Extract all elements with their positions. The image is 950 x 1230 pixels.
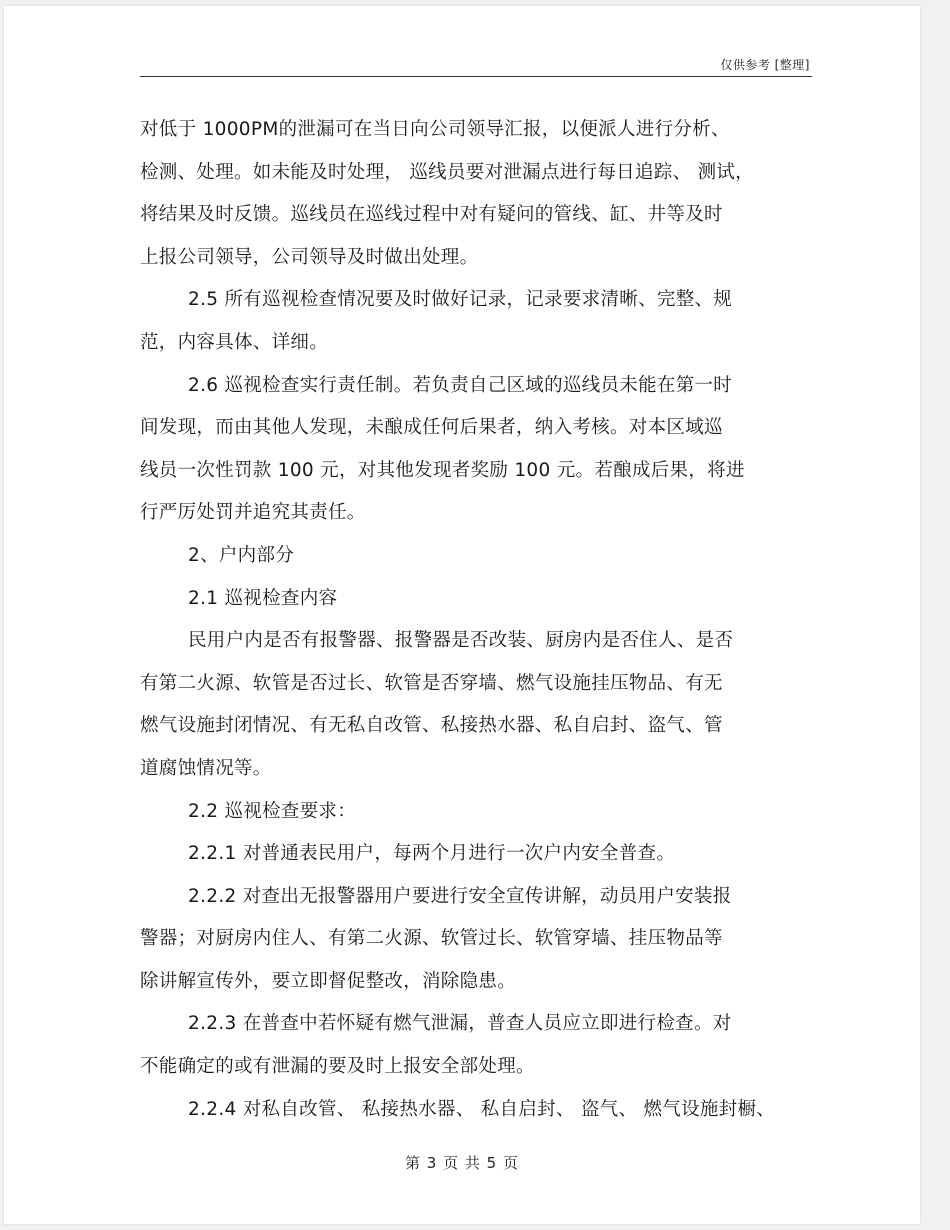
text-line: 间发现，而由其他人发现，未酿成任何后果者，纳入考核。对本区域巡: [140, 417, 723, 439]
text-line: 行严厉处罚并追究其责任。: [140, 502, 366, 524]
text-line: 线员一次性罚款 100 元，对其他发现者奖励 100 元。若酿成后果，将进: [140, 459, 745, 481]
text-line: 除讲解宣传外，要立即督促整改，消除隐患。: [140, 970, 517, 992]
text-line: 上报公司领导，公司领导及时做出处理。: [140, 246, 479, 268]
text-line: 2.2.1 对普通表民用户，每两个月进行一次户内安全普查。: [188, 843, 676, 865]
text-line: 2.2.2 对查出无报警器用户要进行安全宣传讲解，动员用户安装报: [188, 885, 732, 907]
text-line: 不能确定的或有泄漏的要及时上报安全部处理。: [140, 1056, 535, 1078]
text-line: 警器；对厨房内住人、有第二火源、软管过长、软管穿墙、挂压物品等: [140, 928, 723, 950]
text-line: 对低于 1000PM的泄漏可在当日向公司领导汇报，以便派人进行分析、: [140, 119, 730, 140]
header-rule: [140, 76, 812, 77]
text-line: 民用户内是否有报警器、报警器是否改装、厨房内是否住人、是否: [188, 630, 734, 652]
header-note: 仅供参考 [整理]: [720, 58, 810, 72]
page-number: 第 3 页 共 5 页: [405, 1154, 519, 1172]
text-line: 2.2.4 对私自改管、 私接热水器、 私自启封、 盗气、 燃气设施封橱、: [188, 1098, 776, 1120]
text-line: 2.2 巡视检查要求：: [188, 800, 357, 822]
text-line: 燃气设施封闭情况、有无私自改管、私接热水器、私自启封、盗气、管: [140, 715, 723, 737]
text-line: 2、户内部分: [188, 544, 295, 566]
text-line: 2.5 所有巡视检查情况要及时做好记录，记录要求清晰、完整、规: [188, 289, 733, 311]
document-page: [4, 6, 920, 1224]
text-line: 2.1 巡视检查内容: [188, 587, 338, 609]
text-line: 道腐蚀情况等。: [140, 757, 272, 779]
text-line: 2.6 巡视检查实行责任制。若负责自己区域的巡线员未能在第一时: [188, 374, 733, 396]
text-line: 检测、处理。如未能及时处理， 巡线员要对泄漏点进行每日追踪、 测试，: [140, 161, 754, 183]
text-line: 2.2.3 在普查中若怀疑有燃气泄漏，普查人员应立即进行检查。对: [188, 1013, 732, 1035]
text-line: 将结果及时反馈。巡线员在巡线过程中对有疑问的管线、缸、井等及时: [140, 204, 723, 226]
body-text: [140, 109, 820, 1131]
text-line: 有第二火源、软管是否过长、软管是否穿墙、燃气设施挂压物品、有无: [140, 672, 723, 694]
text-line: 范，内容具体、详细。: [140, 331, 329, 353]
